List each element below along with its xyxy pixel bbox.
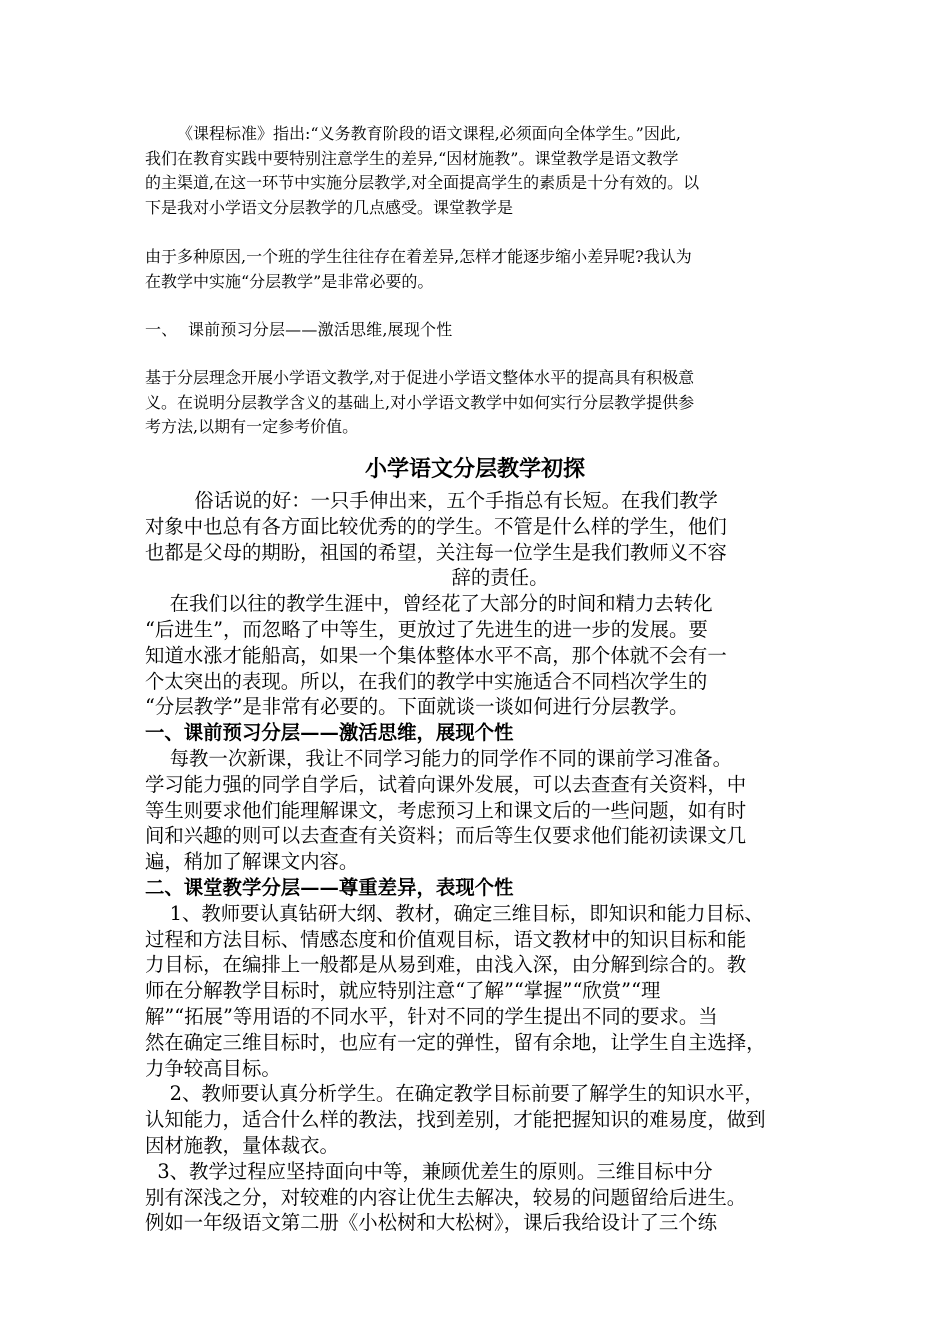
text-line: 2、教师要认真分析学生。在确定教学目标前要了解学生的知识水平， xyxy=(145,1082,764,1106)
article-body xyxy=(145,488,855,1236)
text-line: 别有深浅之分，对较难的内容让优生去解决，较易的问题留给后进生。 xyxy=(145,1185,747,1209)
text-line: 义。在说明分层教学含义的基础上,对小学语文教学中如何实行分层教学提供参 xyxy=(145,392,695,412)
section-heading-2: 二、课堂教学分层——尊重差异，表现个性 xyxy=(145,875,514,899)
text-line: 由于多种原因,一个班的学生往往存在着差异,怎样才能逐步缩小差异呢?我认为 xyxy=(145,247,692,266)
text-line: 然在确定三维目标时，也应有一定的弹性，留有余地，让学生自主选择， xyxy=(145,1030,766,1054)
text-line: 解”“拓展”等用语的不同水平，针对不同的学生提出不同的要求。当 xyxy=(145,1004,718,1028)
text-line: 3、教学过程应坚持面向中等，兼顾优差生的原则。三维目标中分 xyxy=(145,1159,713,1183)
text-line: 个太突出的表现。所以，在我们的教学中实施适合不同档次学生的 xyxy=(145,669,708,693)
text-line: 对象中也总有各方面比较优秀的的学生。不管是什么样的学生，他们 xyxy=(145,514,727,538)
text-line: 学习能力强的同学自学后，试着向课外发展，可以去查查有关资料，中 xyxy=(145,772,747,796)
text-line: 知道水涨才能船高，如果一个集体整体水平不高，那个体就不会有一 xyxy=(145,643,727,667)
text-line: 每教一次新课，我让不同学习能力的同学作不同的课前学习准备。 xyxy=(145,746,732,770)
text-line: 俗话说的好：一只手伸出来，五个手指总有长短。在我们教学 xyxy=(145,489,718,512)
text-line: 也都是父母的期盼，祖国的希望，关注每一位学生是我们教师义不容 xyxy=(145,540,727,564)
text-line: 《课程标准》指出:“义务教育阶段的语文课程,必须面向全体学生。”因此, xyxy=(177,124,681,143)
intro-paragraph-2 xyxy=(145,245,825,294)
text-line: 过程和方法目标、情感态度和价值观目标，语文教材中的知识目标和能 xyxy=(145,927,747,951)
text-line: 的主渠道,在这一环节中实施分层教学,对全面提高学生的素质是十分有效的。以 xyxy=(145,173,700,192)
text-line: 辞的责任。 xyxy=(451,566,549,590)
text-line: 下是我对小学语文分层教学的几点感受。课堂教学是 xyxy=(145,197,514,217)
text-line: 1、教师要认真钻研大纲、教材，确定三维目标，即知识和能力目标、 xyxy=(145,901,764,925)
text-line: 基于分层理念开展小学语文教学,对于促进小学语文整体水平的提高具有积极意 xyxy=(145,368,695,387)
text-line: “分层教学”是非常有必要的。下面就谈一谈如何进行分层教学。 xyxy=(145,695,689,719)
intro-heading xyxy=(145,318,825,343)
text-line: 因材施教，量体裁衣。 xyxy=(145,1133,339,1157)
text-line: 等生则要求他们能理解课文，考虑预习上和课文后的一些问题，如有时 xyxy=(145,798,747,822)
section-heading: 一、 课前预习分层——激活思维,展现个性 xyxy=(145,320,453,339)
text-line: 在教学中实施“分层教学”是非常必要的。 xyxy=(145,271,434,291)
intro-paragraph-3 xyxy=(145,366,825,440)
text-line: 例如一年级语文第二册《小松树和大松树》，课后我给设计了三个练 xyxy=(145,1211,718,1235)
section-heading-1: 一、课前预习分层——激活思维，展现个性 xyxy=(145,721,514,745)
text-line: 力争较高目标。 xyxy=(145,1056,281,1080)
text-line: 在我们以往的教学生涯中，曾经花了大部分的时间和精力去转化 xyxy=(145,592,713,616)
text-line: 认知能力，适合什么样的教法，找到差别，才能把握知识的难易度，做到 xyxy=(145,1108,766,1132)
text-line: 我们在教育实践中要特别注意学生的差异,“因材施教”。课堂教学是语文教学 xyxy=(145,148,679,168)
text-line: “后进生”，而忽略了中等生，更放过了先进生的进一步的发展。要 xyxy=(145,617,708,641)
text-line: 力目标，在编排上一般都是从易到难，由浅入深，由分解到综合的。教 xyxy=(145,953,747,977)
text-line: 遍，稍加了解课文内容。 xyxy=(145,850,359,874)
text-line: 考方法,以期有一定参考价值。 xyxy=(145,417,359,436)
article-title: 小学语文分层教学初探 xyxy=(364,456,585,482)
text-line: 间和兴趣的则可以去查查有关资料；而后等生仅要求他们能初读课文几 xyxy=(145,824,747,848)
intro-paragraph-1 xyxy=(145,122,825,220)
text-line: 师在分解教学目标时，就应特别注意“了解”“掌握”“欣赏”“理 xyxy=(145,979,661,1003)
